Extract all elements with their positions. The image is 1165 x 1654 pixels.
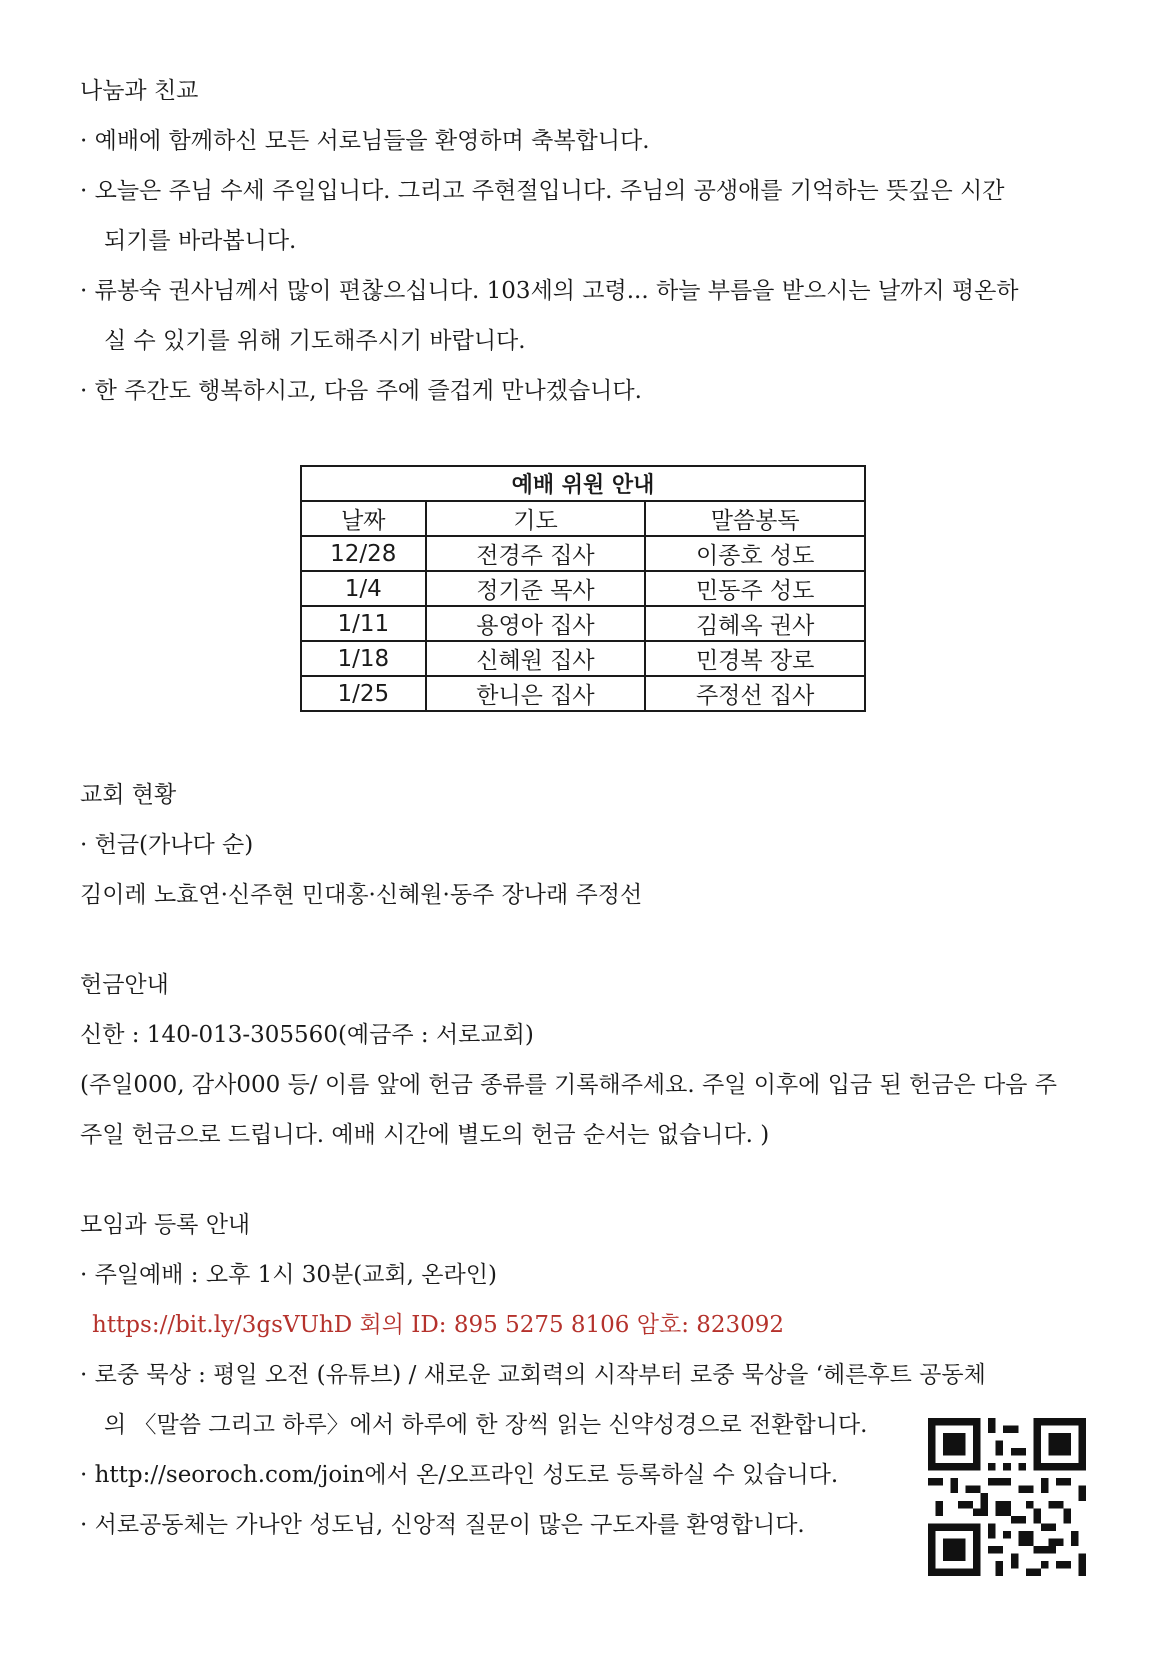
table-row: [301, 606, 865, 641]
table-row: [301, 641, 865, 676]
section-title-offering: 헌금안내: [80, 972, 169, 998]
offering-label: · 헌금(가나다 순): [80, 832, 254, 858]
cell-prayer: 전경주 집사: [426, 536, 646, 571]
section-title-status: 교회 현황: [80, 782, 177, 808]
table-row: [301, 536, 865, 571]
sunday-worship-time: · 주일예배 : 오후 1시 30분(교회, 온라인): [80, 1262, 497, 1288]
cell-date: 1/18: [301, 641, 426, 676]
section-title-gathering: 모임과 등록 안내: [80, 1212, 251, 1238]
offering-note: (주일000, 감사000 등/ 이름 앞에 헌금 종류를 기록해주세요. 주일 이후에 입금 된 헌금은 다음 주: [80, 1072, 1057, 1098]
cell-reading: 이종호 성도: [645, 536, 865, 571]
table-row: [301, 676, 865, 711]
header-reading: 말씀봉독: [645, 501, 865, 536]
table-row: [301, 571, 865, 606]
welcome-note: · 서로공동체는 가나안 성도님, 신앙적 질문이 많은 구도자를 환영합니다.: [80, 1512, 805, 1538]
header-prayer: 기도: [426, 501, 646, 536]
worship-committee-table: [300, 465, 866, 712]
sharing-bullet-today-cont: 되기를 바라봅니다.: [104, 228, 297, 254]
offering-note-cont: 주일 헌금으로 드립니다. 예배 시간에 별도의 헌금 순서는 없습니다. ): [80, 1122, 770, 1148]
cell-date: 1/11: [301, 606, 426, 641]
zoom-link[interactable]: https://bit.ly/3gsVUhD 회의 ID: 895 5275 8106 암호: 823092: [92, 1312, 785, 1338]
sharing-bullet-prayer: · 류봉숙 권사님께서 많이 편찮으십니다. 103세의 고령... 하늘 부름을 받으시는 날까지 평온하: [80, 278, 1019, 304]
cell-reading: 주정선 집사: [645, 676, 865, 711]
cell-reading: 민경복 장로: [645, 641, 865, 676]
cell-date: 1/25: [301, 676, 426, 711]
sharing-bullet-today: · 오늘은 주님 수세 주일입니다. 그리고 주현절입니다. 주님의 공생애를 기억하는 뜻깊은 시간: [80, 178, 1005, 204]
header-date: 날짜: [301, 501, 426, 536]
section-title-sharing: 나눔과 친교: [80, 78, 199, 104]
cell-prayer: 정기준 목사: [426, 571, 646, 606]
table-header-row: [301, 501, 865, 536]
meditation-info-cont: 의 〈말씀 그리고 하루〉에서 하루에 한 장씩 읽는 신약성경으로 전환합니다.: [104, 1412, 868, 1438]
sharing-bullet-farewell: · 한 주간도 행복하시고, 다음 주에 즐겁게 만나겠습니다.: [80, 378, 642, 404]
cell-prayer: 용영아 집사: [426, 606, 646, 641]
cell-prayer: 한니은 집사: [426, 676, 646, 711]
sharing-bullet-prayer-cont: 실 수 있기를 위해 기도해주시기 바랍니다.: [104, 328, 526, 354]
cell-date: 12/28: [301, 536, 426, 571]
qr-code-icon[interactable]: [928, 1418, 1086, 1576]
table-title: 예배 위원 안내: [301, 466, 865, 501]
meditation-info: · 로중 묵상 : 평일 오전 (유튜브) / 새로운 교회력의 시작부터 로중 묵상을 ‘헤른후트 공동체: [80, 1362, 986, 1388]
cell-reading: 김혜옥 권사: [645, 606, 865, 641]
cell-date: 1/4: [301, 571, 426, 606]
cell-prayer: 신혜원 집사: [426, 641, 646, 676]
cell-reading: 민동주 성도: [645, 571, 865, 606]
bank-account: 신한 : 140-013-305560(예금주 : 서로교회): [80, 1022, 534, 1048]
sharing-bullet-welcome: · 예배에 함께하신 모든 서로님들을 환영하며 축복합니다.: [80, 128, 650, 154]
registration-link[interactable]: · http://seoroch.com/join에서 온/오프라인 성도로 등록하실 수 있습니다.: [80, 1462, 839, 1488]
offering-names: 김이레 노효연·신주현 민대홍·신혜원·동주 장나래 주정선: [80, 882, 643, 908]
